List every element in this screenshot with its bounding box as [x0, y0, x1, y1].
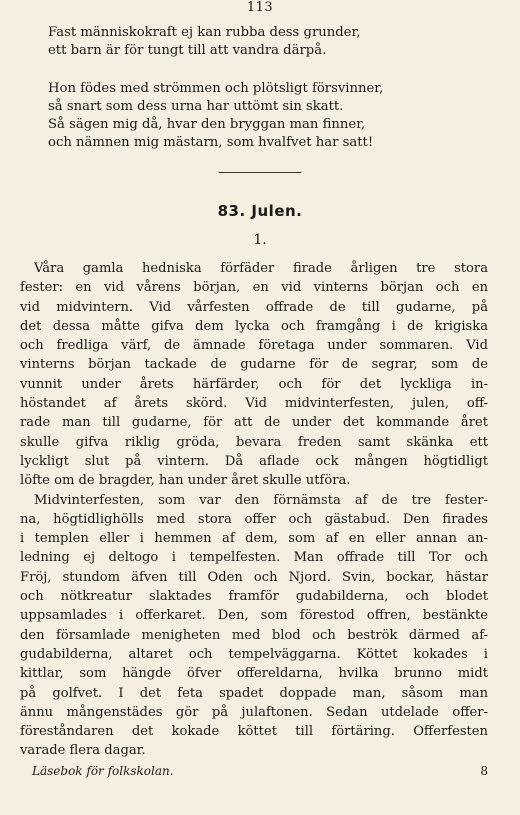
page-number: 113 — [246, 0, 274, 15]
text-line: Våra gamla hedniska förfäder firade årligen tre stora — [34, 261, 488, 276]
text-line: vid midvintern. Vid vårfesten offrade de till gudarne, på — [20, 299, 488, 315]
text-line: den församlade menigheten med blod och beströk därmed af- — [20, 627, 488, 643]
footer-sheet-number: 8 — [480, 764, 488, 778]
text-line: rade man till gudarne, för att de under det kommande året — [20, 415, 488, 431]
text-line: varade flera dagar. — [20, 743, 146, 759]
text-line: fester: en vid vårens början, en vid vinterns början och en — [20, 280, 488, 296]
section-divider — [219, 172, 301, 173]
text-line: na, högtidlighölls med stora offer och gästabud. Den firades — [20, 511, 488, 527]
text-line: gudabilderna, altaret och tempelväggarna. Köttet kokades i — [20, 646, 488, 662]
poem-stanza-1 — [48, 24, 488, 60]
poem-line: så snart som dess urna har uttömt sin skatt. — [48, 99, 344, 114]
text-line: det dessa måtte gifva dem lycka och framgång i de krigiska — [20, 318, 488, 334]
text-line: vunnit under årets härfärder, och för det lyckliga in- — [20, 376, 488, 392]
body-text — [20, 259, 488, 761]
text-line: föreståndaren det kokade köttet till förtäring. Offerfesten — [20, 724, 488, 740]
text-line: på golfvet. I det feta spadet doppade man, såsom man — [20, 685, 488, 701]
text-line: skulle gifva riklig gröda, bevara freden samt skänka ett — [20, 434, 488, 450]
text-line: och nötkreatur slaktades framför gudabilderna, och blodet — [20, 589, 488, 605]
text-line: ledning ej deltogo i tempelfesten. Man offrade till Tor och — [20, 550, 488, 566]
poem-line: ett barn är för tungt till att vandra därpå. — [48, 43, 327, 58]
section-number: 1. — [253, 232, 267, 248]
text-line: Midvinterfesten, som var den förnämsta af de tre fester- — [34, 492, 488, 508]
text-line: i templen eller i hemmen af dem, som af en eller annan an- — [20, 531, 488, 547]
poem-line: och nämnen mig mästarn, som hvalfvet har satt! — [48, 135, 374, 150]
text-line: ännu mångenstädes gör på julaftonen. Sedan utdelade offer- — [20, 704, 488, 720]
text-line: och fredliga värf, de ämnade företaga under sommaren. Vid — [20, 338, 488, 354]
text-line: lyckligt slut på vintern. Då aflade ock mången högtidligt — [20, 453, 488, 469]
text-line: höstandet af årets skörd. Vid midvinterfesten, julen, off- — [20, 396, 488, 412]
text-line: kittlar, som hängde öfver offereldarna, hvilka brunno midt — [20, 666, 488, 682]
text-line: Fröj, stundom äfven till Oden och Njord. Svin, bockar, hästar — [20, 569, 488, 585]
poem-line: Hon födes med strömmen och plötsligt försvinner, — [48, 81, 384, 96]
poem-stanza-2 — [48, 80, 488, 152]
poem-line: Fast människokraft ej kan rubba dess grunder, — [48, 25, 361, 40]
chapter-heading: 83. Julen. — [217, 202, 303, 220]
text-line: löfte om de bragder, han under året skulle utföra. — [20, 473, 351, 489]
poem-line: Så sägen mig då, hvar den bryggan man finner, — [48, 117, 366, 132]
footer-book-title: Läsebok för folkskolan. — [32, 764, 174, 778]
text-line: uppsamlades i offerkaret. Den, som förestod offren, bestänkte — [20, 608, 488, 624]
text-line: vinterns början tackade de gudarne för de segrar, som de — [20, 357, 488, 373]
